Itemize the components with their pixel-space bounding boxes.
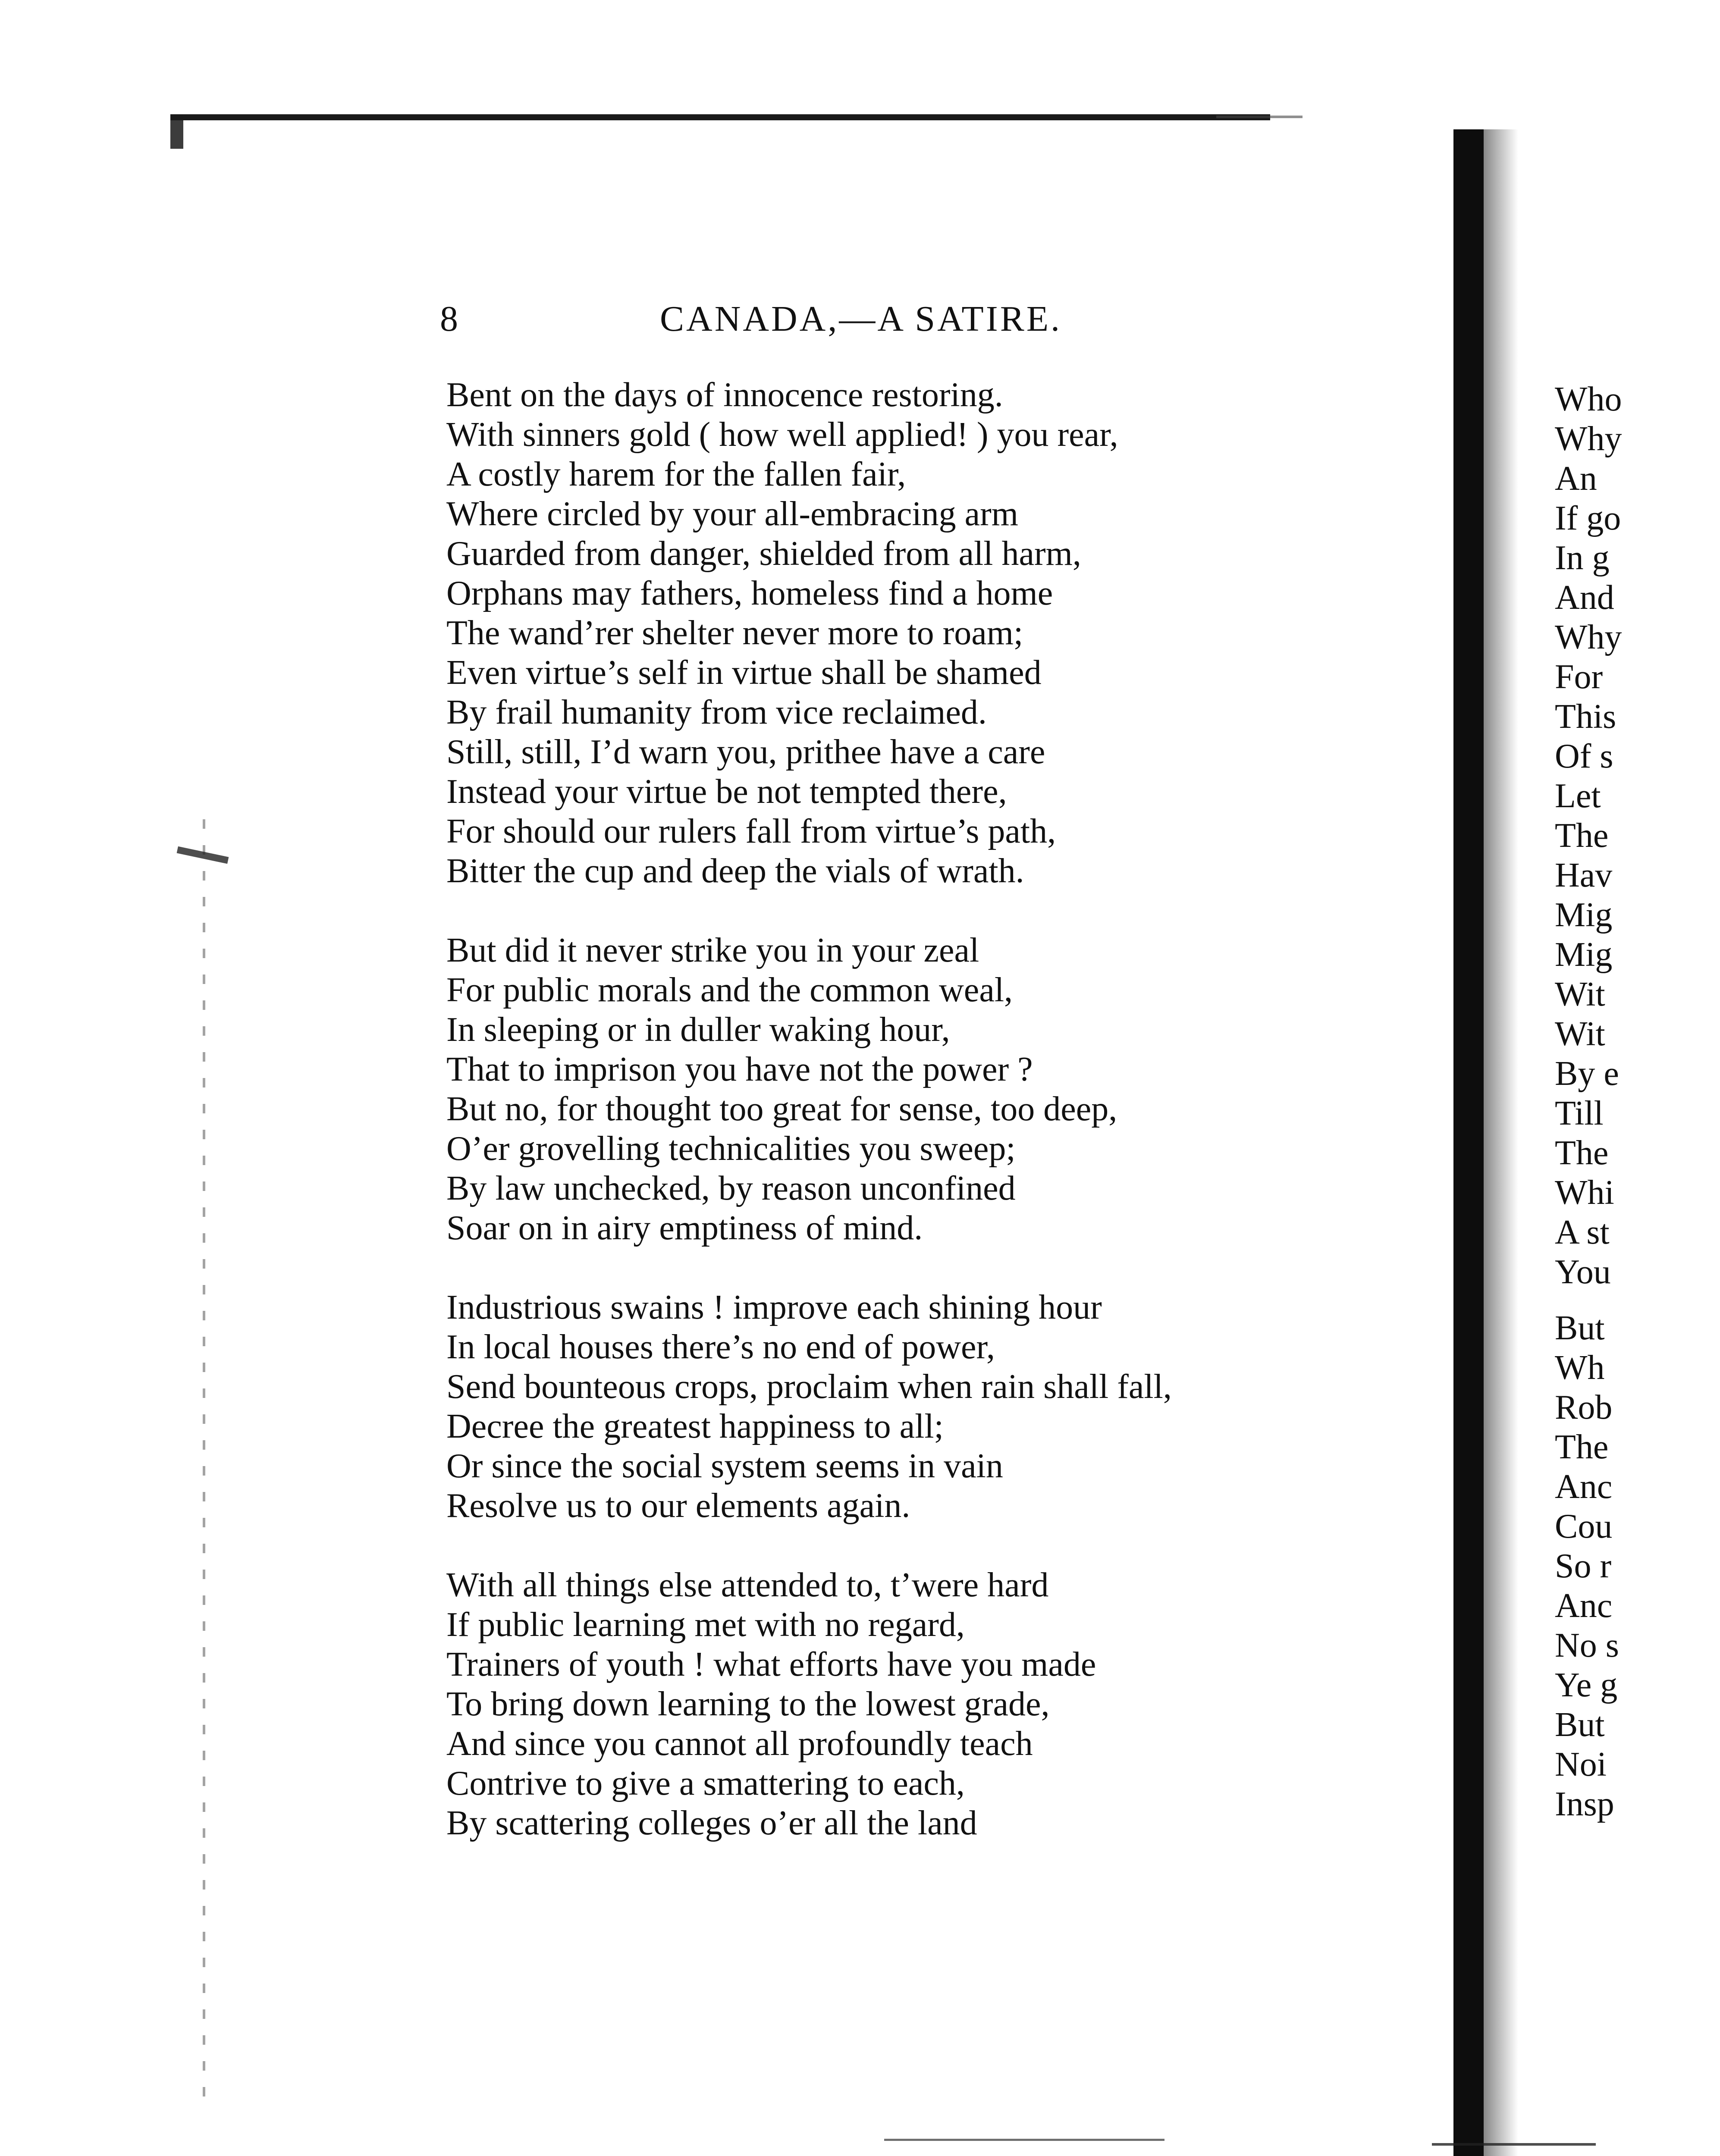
facing-page-line: Anc — [1555, 1587, 1613, 1625]
facing-page-line: Of s — [1555, 737, 1613, 775]
facing-page-line: By e — [1555, 1055, 1619, 1093]
facing-page-line: Till — [1555, 1094, 1604, 1132]
poem-line: With all things else attended to, t’were hard — [446, 1566, 1049, 1604]
poem-text — [446, 375, 1395, 1843]
poem-line: And since you cannot all profoundly teach — [446, 1725, 1033, 1763]
facing-page-line: Insp — [1555, 1785, 1614, 1823]
facing-page-line: A st — [1555, 1213, 1610, 1251]
facing-page-line: This — [1555, 698, 1616, 736]
poem-line: That to imprison you have not the power ? — [446, 1050, 1033, 1088]
poem-line: Still, still, I’d warn you, prithee have a care — [446, 733, 1045, 771]
poem-line: Guarded from danger, shielded from all harm, — [446, 535, 1081, 573]
poem-line: A costly harem for the fallen fair, — [446, 455, 906, 493]
top-rule-corner — [170, 114, 183, 149]
bottom-rule-right — [1432, 2143, 1596, 2146]
running-head: CANADA,—A SATIRE. — [660, 299, 1062, 339]
facing-page-line: Mig — [1555, 936, 1613, 974]
poem-line: By law unchecked, by reason unconfined — [446, 1169, 1016, 1207]
poem-line: The wand’rer shelter never more to roam; — [446, 614, 1023, 652]
poem-line: Bitter the cup and deep the vials of wrath. — [446, 852, 1024, 890]
facing-page-line: But — [1555, 1309, 1605, 1347]
poem-line: Even virtue’s self in virtue shall be shamed — [446, 654, 1042, 692]
book-gutter — [1453, 129, 1484, 2156]
facing-page-line: The — [1555, 1134, 1609, 1172]
poem-line: For should our rulers fall from virtue’s path, — [446, 812, 1056, 850]
facing-page-group — [1555, 379, 1720, 1292]
poem-line: In sleeping or in duller waking hour, — [446, 1011, 950, 1049]
poem-line: For public morals and the common weal, — [446, 971, 1013, 1009]
poem-line: Industrious swains ! improve each shining hour — [446, 1288, 1102, 1326]
facing-page-line: Ye g — [1555, 1666, 1618, 1704]
facing-page-line: Who — [1555, 380, 1622, 418]
poem-line: Where circled by your all-embracing arm — [446, 495, 1019, 533]
facing-page-fragment — [1555, 379, 1720, 1824]
facing-page-line: In g — [1555, 539, 1610, 577]
facing-page-line: No s — [1555, 1626, 1619, 1664]
page-number: 8 — [440, 299, 458, 339]
facing-page-line: If go — [1555, 499, 1621, 537]
stanza — [446, 931, 1395, 1248]
facing-page-line: Wit — [1555, 1015, 1605, 1053]
facing-page-line: For — [1555, 658, 1603, 696]
facing-page-line: So r — [1555, 1547, 1612, 1585]
facing-page-line: And — [1555, 579, 1614, 617]
left-edge-artifact — [203, 819, 205, 2113]
poem-line: But did it never strike you in your zeal — [446, 931, 979, 969]
poem-line: Instead your virtue be not tempted there, — [446, 773, 1007, 811]
poem-line: Soar on in airy emptiness of mind. — [446, 1209, 923, 1247]
facing-page-line: Wit — [1555, 975, 1605, 1013]
poem-line: By frail humanity from vice reclaimed. — [446, 693, 987, 731]
poem-line: Orphans may fathers, homeless find a home — [446, 574, 1053, 612]
poem-line: Resolve us to our elements again. — [446, 1487, 910, 1525]
poem-line: To bring down learning to the lowest grade, — [446, 1685, 1050, 1723]
poem-line: In local houses there’s no end of power, — [446, 1328, 995, 1366]
top-rule — [170, 114, 1270, 120]
facing-page-line: Hav — [1555, 856, 1613, 894]
facing-page-line: You — [1555, 1253, 1611, 1291]
facing-page-line: Wh — [1555, 1349, 1605, 1387]
facing-page-line: Whi — [1555, 1174, 1614, 1212]
facing-page-line: But — [1555, 1706, 1605, 1744]
stanza — [446, 375, 1395, 891]
poem-line: Trainers of youth ! what efforts have you made — [446, 1645, 1096, 1683]
facing-page-group — [1555, 1308, 1720, 1824]
facing-page-line: Why — [1555, 420, 1622, 458]
facing-page-line: Anc — [1555, 1468, 1613, 1506]
poem-line: Or since the social system seems in vain — [446, 1447, 1003, 1485]
stanza — [446, 1288, 1395, 1526]
poem-line: If public learning met with no regard, — [446, 1606, 965, 1644]
facing-page-line: The — [1555, 817, 1609, 855]
poem-line: Decree the greatest happiness to all; — [446, 1407, 944, 1445]
bottom-rule — [884, 2139, 1164, 2141]
poem-line: Bent on the days of innocence restoring. — [446, 376, 1003, 414]
facing-page-line: Let — [1555, 777, 1601, 815]
facing-page-line: The — [1555, 1428, 1609, 1466]
facing-page-line: Rob — [1555, 1388, 1613, 1426]
facing-page-line: Mig — [1555, 896, 1613, 934]
gutter-shadow — [1484, 129, 1518, 2156]
poem-line: With sinners gold ( how well applied! ) you rear, — [446, 416, 1118, 454]
poem-line: Send bounteous crops, proclaim when rain shall fall, — [446, 1368, 1172, 1406]
poem-line: By scattering colleges o’er all the land — [446, 1804, 977, 1842]
stanza — [446, 1565, 1395, 1843]
poem-line: O’er grovelling technicalities you sweep; — [446, 1130, 1016, 1168]
poem-line: Contrive to give a smattering to each, — [446, 1764, 965, 1802]
facing-page-line: Cou — [1555, 1507, 1613, 1545]
facing-page-line: Why — [1555, 618, 1622, 656]
facing-page-line: Noi — [1555, 1745, 1607, 1783]
poem-line: But no, for thought too great for sense, too deep, — [446, 1090, 1117, 1128]
top-rule-faint — [1216, 116, 1303, 118]
facing-page-line: An — [1555, 460, 1597, 498]
